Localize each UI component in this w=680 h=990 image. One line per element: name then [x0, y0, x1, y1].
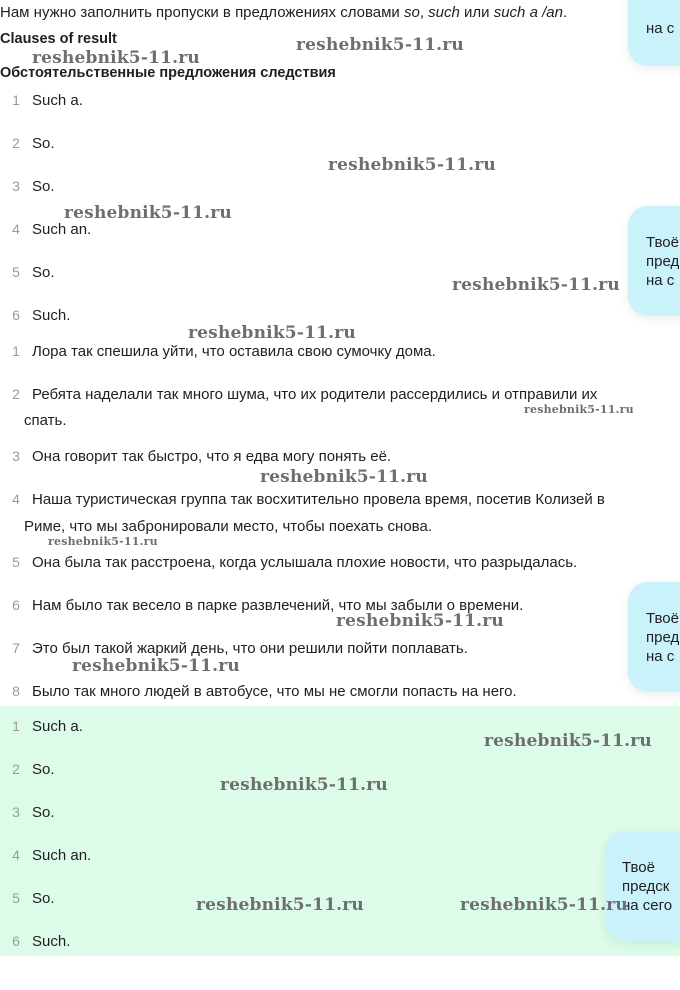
list-item [0, 485, 605, 514]
watermark: reshebnik5-11.ru [72, 656, 240, 676]
translation-text: Нам было так весело в парке развлечений, что мы забыли о времени. [32, 597, 524, 614]
line-number: 6 [12, 307, 20, 323]
line-number: 8 [12, 683, 20, 699]
line-number: 4 [12, 221, 20, 237]
line-number: 7 [12, 640, 20, 656]
line-number: 3 [12, 804, 20, 820]
line-number: 5 [12, 554, 20, 570]
intro-prefix: Нам нужно заполнить пропуски в предложениях словами [0, 4, 404, 21]
intro-text [0, 4, 567, 21]
watermark: reshebnik5-11.ru [64, 203, 232, 223]
list-item [0, 380, 597, 409]
bubble-line: на с [646, 20, 675, 37]
answer-text: So. [32, 135, 55, 152]
list-item [0, 86, 83, 115]
translation-text: Она говорит так быстро, что я едва могу понять её. [32, 448, 392, 465]
list-item [0, 798, 55, 827]
answer-text: So. [32, 264, 55, 281]
answer-text: So. [32, 804, 55, 821]
watermark: reshebnik5-11.ru [188, 323, 356, 343]
list-item [0, 841, 91, 870]
bubble-line: на с [646, 272, 675, 289]
list-item [0, 755, 55, 784]
watermark: reshebnik5-11.ru [484, 731, 652, 751]
word-such: such [428, 4, 460, 21]
line-number: 1 [12, 343, 20, 359]
answer-text: Such a. [32, 92, 83, 109]
bubble-line: предск [622, 878, 670, 895]
translation-text: Было так много людей в автобусе, что мы не смогли попасть на него. [32, 683, 517, 700]
bubble-line: пред [646, 629, 680, 646]
answer-text: Such a. [32, 718, 83, 735]
promo-bubble[interactable] [605, 831, 680, 941]
watermark: reshebnik5-11.ru [452, 275, 620, 295]
line-number: 5 [12, 264, 20, 280]
list-item [0, 548, 577, 577]
watermark: reshebnik5-11.ru [220, 775, 388, 795]
watermark: reshebnik5-11.ru [460, 895, 628, 915]
list-item [0, 301, 70, 330]
list-item [0, 927, 70, 956]
line-number: 4 [12, 847, 20, 863]
line-number: 2 [12, 386, 20, 402]
watermark: reshebnik5-11.ru [328, 155, 496, 175]
intro-suffix: . [562, 4, 568, 21]
answer-text: Such. [32, 933, 71, 950]
list-item [0, 129, 55, 158]
word-so: so [403, 4, 420, 21]
watermark: reshebnik5-11.ru [524, 403, 634, 416]
bubble-line: на сего [622, 897, 673, 914]
word-such-a: such a /an [493, 4, 563, 21]
line-number: 3 [12, 178, 20, 194]
heading-en: Clauses of result [0, 31, 117, 47]
watermark: reshebnik5-11.ru [48, 535, 158, 548]
translation-text: Она была так расстроена, когда услышала плохие новости, что разрыдалась. [32, 554, 578, 571]
intro-sep2: или [459, 4, 494, 21]
translation-text: Наша туристическая группа так восхитительно провела время, посетив Колизей в [32, 491, 605, 508]
translation-continuation: спать. [24, 412, 67, 429]
translation-continuation: Риме, что мы забронировали место, чтобы поехать снова. [24, 518, 432, 535]
line-number: 5 [12, 890, 20, 906]
line-number: 1 [12, 718, 20, 734]
list-item [0, 258, 55, 287]
line-number: 6 [12, 597, 20, 613]
bubble-line: пред [646, 253, 680, 270]
answer-text: So. [32, 890, 55, 907]
line-number: 2 [12, 135, 20, 151]
answer-text: Such. [32, 307, 71, 324]
line-number: 6 [12, 933, 20, 949]
watermark: reshebnik5-11.ru [196, 895, 364, 915]
answer-text: Such an. [32, 847, 92, 864]
intro-sep1: , [419, 4, 429, 21]
watermark: reshebnik5-11.ru [260, 467, 428, 487]
line-number: 2 [12, 761, 20, 777]
heading-ru: Обстоятельственные предложения следствия [0, 65, 336, 81]
list-item [0, 172, 55, 201]
bubble-line: Твоё [646, 610, 679, 627]
bubble-line: на с [646, 648, 675, 665]
watermark: reshebnik5-11.ru [32, 48, 200, 68]
promo-bubble[interactable] [628, 206, 680, 316]
answer-text: Such an. [32, 221, 92, 238]
translation-text: Лора так спешила уйти, что оставила свою сумочку дома. [32, 343, 436, 360]
answer-text: So. [32, 761, 55, 778]
promo-bubble[interactable] [628, 582, 680, 692]
list-item [0, 677, 517, 706]
promo-bubble[interactable] [628, 0, 680, 66]
line-number: 4 [12, 491, 20, 507]
list-item [0, 712, 83, 741]
translation-text: Ребята наделали так много шума, что их родители рассердились и отправили их [32, 386, 598, 403]
bubble-line: Твоё [646, 234, 679, 251]
list-item [0, 884, 55, 913]
watermark: reshebnik5-11.ru [296, 35, 464, 55]
answer-text: So. [32, 178, 55, 195]
line-number: 3 [12, 448, 20, 464]
bubble-line: Твоё [622, 859, 655, 876]
translation-text: Это был такой жаркий день, что они решили пойти поплавать. [32, 640, 468, 657]
watermark: reshebnik5-11.ru [336, 611, 504, 631]
line-number: 1 [12, 92, 20, 108]
